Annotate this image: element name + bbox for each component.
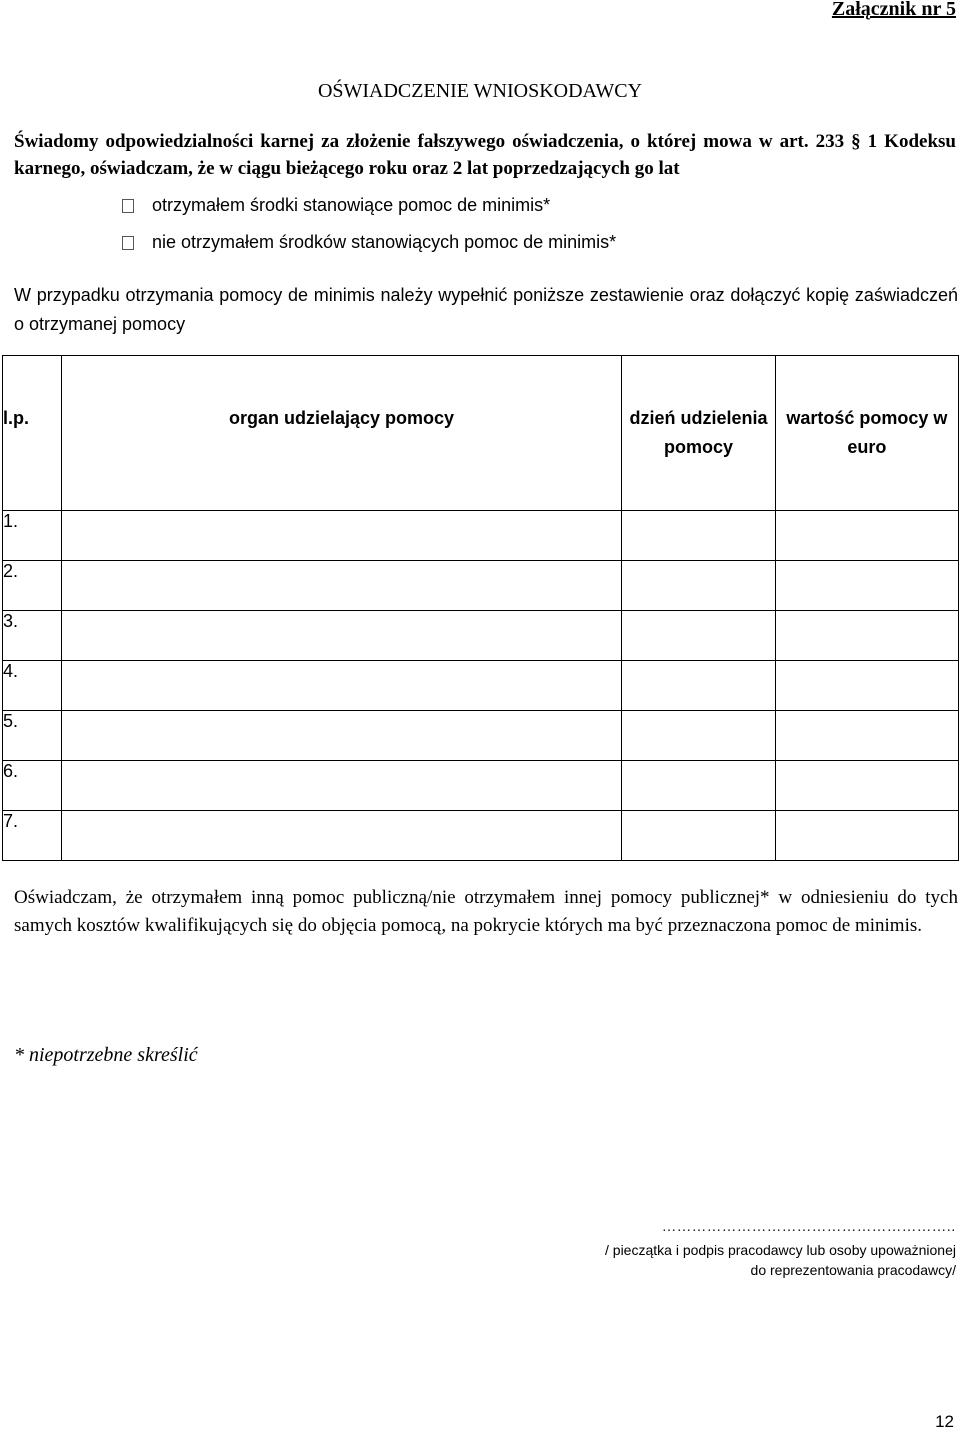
date-cell[interactable]	[622, 811, 776, 861]
notice-paragraph: W przypadku otrzymania pomocy de minimis należy wypełnić poniższe zestawienie oraz dołączyć kopię zaświadczeń o otrzymanej pomocy	[14, 285, 958, 334]
date-cell[interactable]	[622, 561, 776, 611]
value-cell[interactable]	[775, 811, 958, 861]
organ-cell[interactable]	[61, 611, 622, 661]
table-row	[3, 561, 959, 611]
footnote: * niepotrzebne skreślić	[14, 1044, 198, 1066]
intro-paragraph: Świadomy odpowiedzialności karnej za złożenie fałszywego oświadczenia, o której mowa w art. 233 § 1 Kodeksu karnego, oświadczam, że w ciągu bieżącego roku oraz 2 lat poprzedzających go lat	[14, 131, 956, 179]
checkbox-not-received[interactable]	[122, 236, 134, 250]
value-cell[interactable]	[775, 561, 958, 611]
value-cell[interactable]	[775, 611, 958, 661]
document-title: OŚWIADCZENIE WNIOSKODAWCY	[317, 80, 643, 102]
row-number: 6.	[3, 761, 62, 811]
option-not-received-label: nie otrzymałem środków stanowiących pomoc de minimis*	[152, 232, 617, 252]
table-row	[3, 761, 959, 811]
signature-caption-line2: do reprezentowania pracodawcy/	[750, 1262, 956, 1278]
table-row	[3, 711, 959, 761]
signature-caption	[605, 1240, 956, 1280]
organ-cell[interactable]	[61, 511, 622, 561]
option-received[interactable]	[122, 195, 550, 216]
organ-cell[interactable]	[61, 811, 622, 861]
table-row	[3, 611, 959, 661]
table-header-row	[3, 356, 959, 511]
date-cell[interactable]	[622, 511, 776, 561]
value-cell[interactable]	[775, 761, 958, 811]
header-date: dzień udzielenia pomocy	[622, 356, 776, 511]
table-row	[3, 811, 959, 861]
row-number: 7.	[3, 811, 62, 861]
aid-table	[2, 355, 959, 861]
value-cell[interactable]	[775, 511, 958, 561]
option-not-received[interactable]	[122, 232, 616, 253]
date-cell[interactable]	[622, 611, 776, 661]
table-row	[3, 511, 959, 561]
header-value: wartość pomocy w euro	[775, 356, 958, 511]
organ-cell[interactable]	[61, 761, 622, 811]
value-cell[interactable]	[775, 711, 958, 761]
value-cell[interactable]	[775, 661, 958, 711]
date-cell[interactable]	[622, 711, 776, 761]
annex-label: Załącznik nr 5	[831, 0, 956, 20]
row-number: 5.	[3, 711, 62, 761]
header-organ: organ udzielający pomocy	[61, 356, 622, 511]
option-received-label: otrzymałem środki stanowiące pomoc de minimis*	[152, 195, 551, 215]
organ-cell[interactable]	[61, 661, 622, 711]
signature-caption-line1: / pieczątka i podpis pracodawcy lub osoby upoważnionej	[605, 1242, 956, 1258]
organ-cell[interactable]	[61, 711, 622, 761]
row-number: 2.	[3, 561, 62, 611]
checkbox-received[interactable]	[122, 199, 134, 213]
table-row	[3, 661, 959, 711]
row-number: 4.	[3, 661, 62, 711]
page-number: 12	[935, 1412, 954, 1431]
date-cell[interactable]	[622, 761, 776, 811]
row-number: 3.	[3, 611, 62, 661]
row-number: 1.	[3, 511, 62, 561]
organ-cell[interactable]	[61, 561, 622, 611]
statement-paragraph: Oświadczam, że otrzymałem inną pomoc publiczną/nie otrzymałem innej pomocy publicznej* w odniesieniu do tych samych kosztów kwalifikujących się do objęcia pomocą, na pokrycie których ma być przeznaczona pomoc de minimis.	[14, 887, 958, 936]
signature-line: …………………………………………………..	[662, 1220, 956, 1235]
date-cell[interactable]	[622, 661, 776, 711]
header-lp: l.p.	[3, 356, 62, 511]
